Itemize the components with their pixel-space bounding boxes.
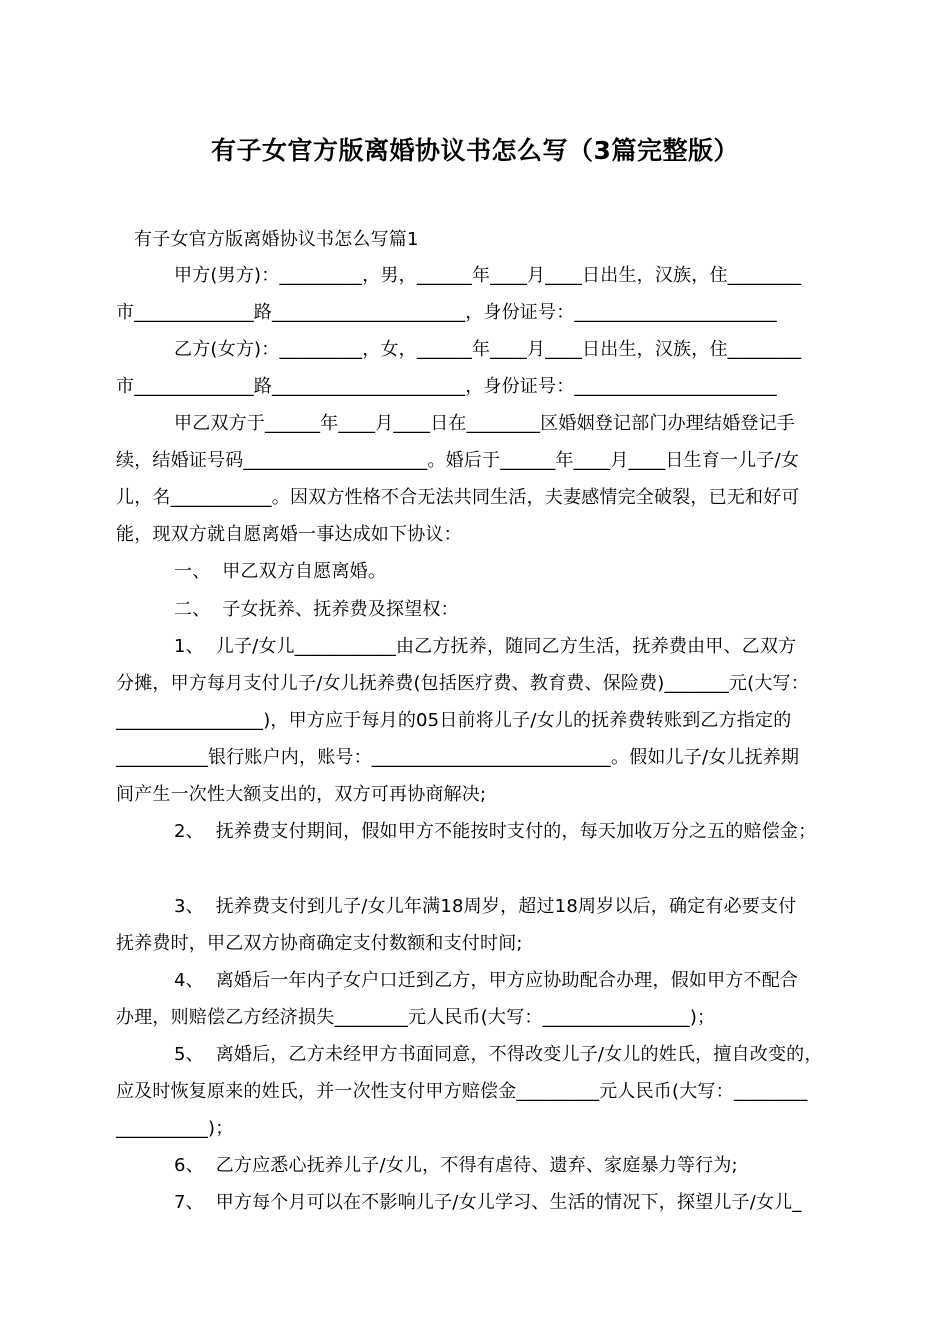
text-line: 6、 乙方应悉心抚养儿子/女儿，不得有虐待、遗弃、家庭暴力等行为; xyxy=(174,1155,738,1176)
text-line: 2、 抚养费支付期间，假如甲方不能按时支付的，每天加收万分之五的赔偿金； xyxy=(174,821,817,842)
text-line: 应及时恢复原来的姓氏，并一次性支付甲方赔偿金_________元人民币(大写：________ xyxy=(116,1081,808,1102)
text-line: __________)； xyxy=(116,1118,234,1139)
text-line: 市_____________路_____________________，身份证号：______________________ xyxy=(116,302,777,323)
text-line: 乙方(女方)：_________，女，______年____月____日出生，汉族，住________ xyxy=(174,339,802,360)
text-line: 能，现双方就自愿离婚一事达成如下协议： xyxy=(116,524,462,545)
text-line: 5、 离婚后，乙方未经甲方书面同意，不得改变儿子/女儿的姓氏，擅自改变的， xyxy=(174,1044,823,1065)
text-line: 抚养费时，甲乙双方协商确定支付数额和支付时间; xyxy=(116,933,523,954)
text-line: 续，结婚证号码____________________。婚后于______年____月____日生育一儿子/女 xyxy=(116,450,800,471)
text-line: 3、 抚养费支付到儿子/女儿年满18周岁，超过18周岁以后，确定有必要支付 xyxy=(174,896,797,917)
text-line: 二、 子女抚养、抚养费及探望权： xyxy=(174,599,459,620)
text-line: 间产生一次性大额支出的，双方可再协商解决; xyxy=(116,784,487,805)
text-line: 甲乙双方于______年____月____日在________区婚姻登记部门办理结婚登记手 xyxy=(174,413,795,434)
text-line: 4、 离婚后一年内子女户口迁到乙方，甲方应协助配合办理，假如甲方不配合 xyxy=(174,970,799,991)
text-line: 1、 儿子/女儿___________由乙方抚养，随同乙方生活，抚养费由甲、乙双方 xyxy=(174,636,797,657)
document-title: 有子女官方版离婚协议书怎么写（3篇完整版） xyxy=(211,136,739,165)
text-line: 分摊，甲方每月支付儿子/女儿抚养费(包括医疗费、教育费、保险费)_______元(大写： xyxy=(116,673,809,694)
text-line: 办理，则赔偿乙方经济损失________元人民币(大写：________________)； xyxy=(116,1007,716,1028)
text-line: 儿，名___________。因双方性格不合无法共同生活，夫妻感情完全破裂，已无和好可 xyxy=(116,487,800,508)
text-line: __________银行账户内，账号：__________________________。假如儿子/女儿抚养期 xyxy=(116,747,800,768)
text-line: 7、 甲方每个月可以在不影响儿子/女儿学习、生活的情况下，探望儿子/女儿_ xyxy=(174,1192,802,1213)
text-line: ________________)，甲方应于每月的05日前将儿子/女儿的抚养费转账到乙方指定的 xyxy=(116,710,792,731)
text-line: 市_____________路_____________________，身份证号：______________________ xyxy=(116,376,777,397)
text-line: 甲方(男方)：_________，男，______年____月____日出生，汉族，住________ xyxy=(174,265,802,286)
text-line: 有子女官方版离婚协议书怎么写篇1 xyxy=(134,229,419,250)
text-line: 一、 甲乙双方自愿离婚。 xyxy=(174,561,387,582)
